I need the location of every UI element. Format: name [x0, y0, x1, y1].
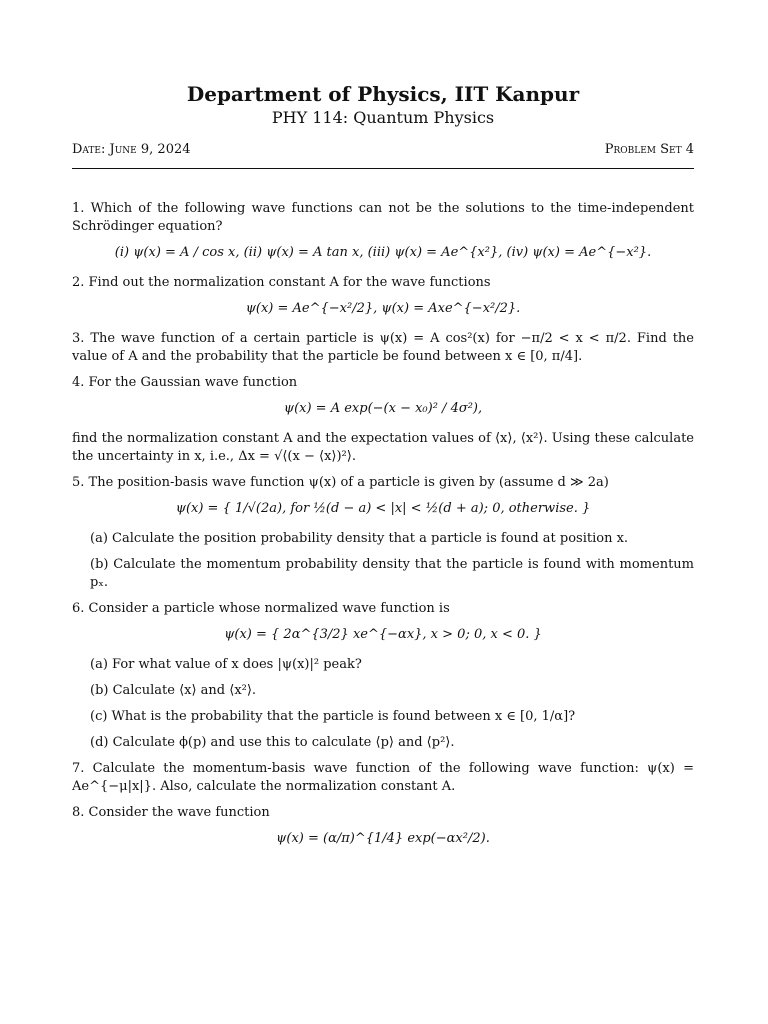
problem-1: 1. Which of the following wave functions can not be the solutions to the time-independent Schrödinger equation? — [72, 201, 694, 234]
problem-5b: (b) Calculate the momentum probability density that the particle is found with momentum pₓ. — [90, 557, 694, 590]
problem-1-equation: (i) ψ(x) = A / cos x, (ii) ψ(x) = A tan x, (iii) ψ(x) = Ae^{x²}, (iv) ψ(x) = Ae^{−x²}. — [114, 245, 652, 260]
department-title: Department of Physics, IIT Kanpur — [186, 82, 580, 106]
problem-8-equation: ψ(x) = (α/π)^{1/4} exp(−αx²/2). — [276, 831, 490, 846]
problems-body — [72, 200, 694, 860]
problem-6: 6. Consider a particle whose normalized wave function is — [72, 601, 450, 616]
problem-5-equation: ψ(x) = { 1/√(2a), for ½(d − a) < |x| < ½(d + a); 0, otherwise. } — [175, 501, 591, 516]
problem-6c: (c) What is the probability that the particle is found between x ∈ [0, 1/α]? — [90, 709, 576, 724]
problem-5a: (a) Calculate the position probability density that a particle is found at position x. — [90, 531, 629, 546]
problem-set-label: Problem Set 4 — [604, 142, 694, 157]
problem-8: 8. Consider the wave function — [72, 805, 270, 820]
course-title: PHY 114: Quantum Physics — [271, 108, 495, 127]
problem-6a: (a) For what value of x does |ψ(x)|² peak? — [90, 657, 362, 672]
header-divider — [72, 168, 694, 169]
problem-2-equation: ψ(x) = Ae^{−x²/2}, ψ(x) = Axe^{−x²/2}. — [245, 301, 521, 316]
problem-set-page — [72, 0, 694, 1024]
problem-6-equation: ψ(x) = { 2α^{3/2} xe^{−αx}, x > 0; 0, x < 0. } — [224, 627, 542, 642]
problem-4-continued: find the normalization constant A and the expectation values of ⟨x⟩, ⟨x²⟩. Using these calculate the uncertainty in x, i.e., Δx = √⟨(x − ⟨x⟩)²⟩. — [72, 431, 694, 464]
problem-6d: (d) Calculate ϕ(p) and use this to calculate ⟨p⟩ and ⟨p²⟩. — [90, 735, 455, 750]
problem-3: 3. The wave function of a certain particle is ψ(x) = A cos²(x) for −π/2 < x < π/2. Find the value of A and the probability that the particle be found between x ∈ [0, π/4]. — [72, 331, 694, 364]
problem-7: 7. Calculate the momentum-basis wave function of the following wave function: ψ(x) = Ae^{−μ|x|}. Also, calculate the normalization constant A. — [72, 761, 694, 794]
date-text: Date: June 9, 2024 — [72, 142, 191, 157]
problem-6b: (b) Calculate ⟨x⟩ and ⟨x²⟩. — [90, 683, 257, 698]
problem-4: 4. For the Gaussian wave function — [72, 375, 298, 390]
problem-5: 5. The position-basis wave function ψ(x) of a particle is given by (assume d ≫ 2a) — [72, 475, 609, 490]
problem-4-equation: ψ(x) = A exp(−(x − x₀)² / 4σ²), — [283, 401, 483, 416]
problem-2: 2. Find out the normalization constant A for the wave functions — [72, 275, 491, 290]
date-line — [72, 142, 694, 157]
